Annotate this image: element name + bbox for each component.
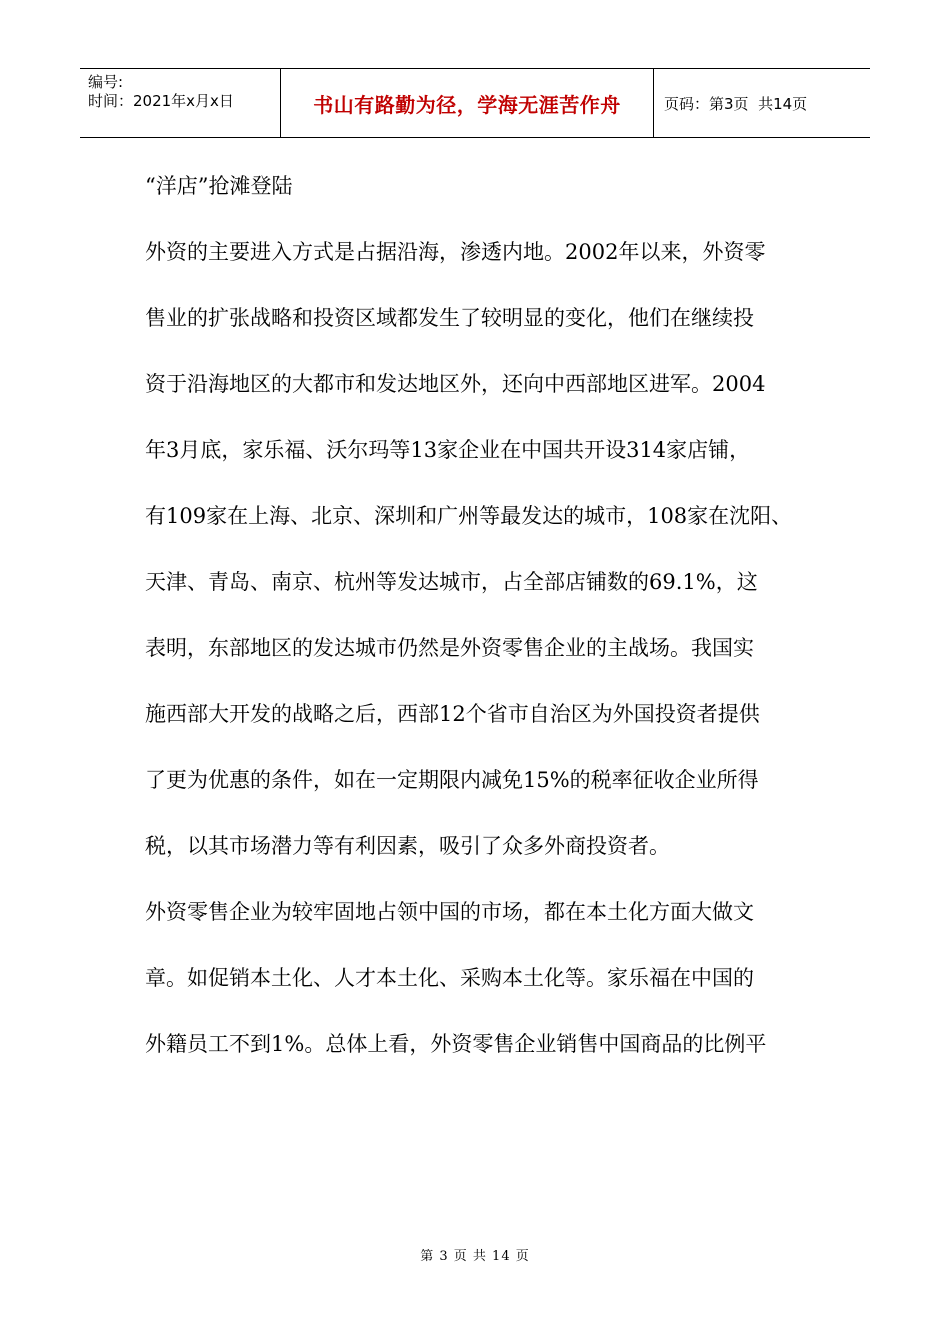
section-subtitle: “洋店”抢滩登陆 xyxy=(145,174,293,198)
text-line: 施西部大开发的战略之后，西部12个省市自治区为外国投资者提供 xyxy=(145,702,760,726)
header-meta-cell xyxy=(80,69,281,137)
text-line: 外资零售企业为较牢固地占领中国的市场，都在本土化方面大做文 xyxy=(145,900,754,924)
header-page-info-cell xyxy=(654,69,870,137)
text-line: 资于沿海地区的大都市和发达地区外，还向中西部地区进军。2004 xyxy=(145,372,766,396)
text-line: 章。如促销本土化、人才本土化、采购本土化等。家乐福在中国的 xyxy=(145,966,754,990)
document-date-label: 时间：2021年x月x日 xyxy=(88,92,234,110)
text-line: 年3月底，家乐福、沃尔玛等13家企业在中国共开设314家店铺， xyxy=(145,438,751,462)
page-header xyxy=(80,68,870,138)
text-line: 外资的主要进入方式是占据沿海，渗透内地。2002年以来，外资零 xyxy=(145,240,766,264)
text-line: 税，以其市场潜力等有利因素，吸引了众多外商投资者。 xyxy=(145,834,670,858)
header-motto: 书山有路勤为径，学海无涯苦作舟 xyxy=(281,69,654,137)
text-line: 了更为优惠的条件，如在一定期限内减免15%的税率征收企业所得 xyxy=(145,768,759,792)
page-footer: 第 3 页 共 14 页 xyxy=(420,1249,530,1264)
text-line: 售业的扩张战略和投资区域都发生了较明显的变化，他们在继续投 xyxy=(145,306,754,330)
text-line: 表明，东部地区的发达城市仍然是外资零售企业的主战场。我国实 xyxy=(145,636,754,660)
header-page-info: 页码：第3页 共14页 xyxy=(664,94,808,113)
document-number-label: 编号: xyxy=(88,73,124,91)
text-line: 外籍员工不到1%。总体上看，外资零售企业销售中国商品的比例平 xyxy=(145,1032,767,1056)
text-line: 有109家在上海、北京、深圳和广州等最发达的城市，108家在沈阳、 xyxy=(145,504,793,528)
paragraph-1 xyxy=(145,232,835,867)
document-body xyxy=(145,166,835,1065)
paragraph-2 xyxy=(145,892,835,1065)
text-line: 天津、青岛、南京、杭州等发达城市，占全部店铺数的69.1%，这 xyxy=(145,570,758,594)
